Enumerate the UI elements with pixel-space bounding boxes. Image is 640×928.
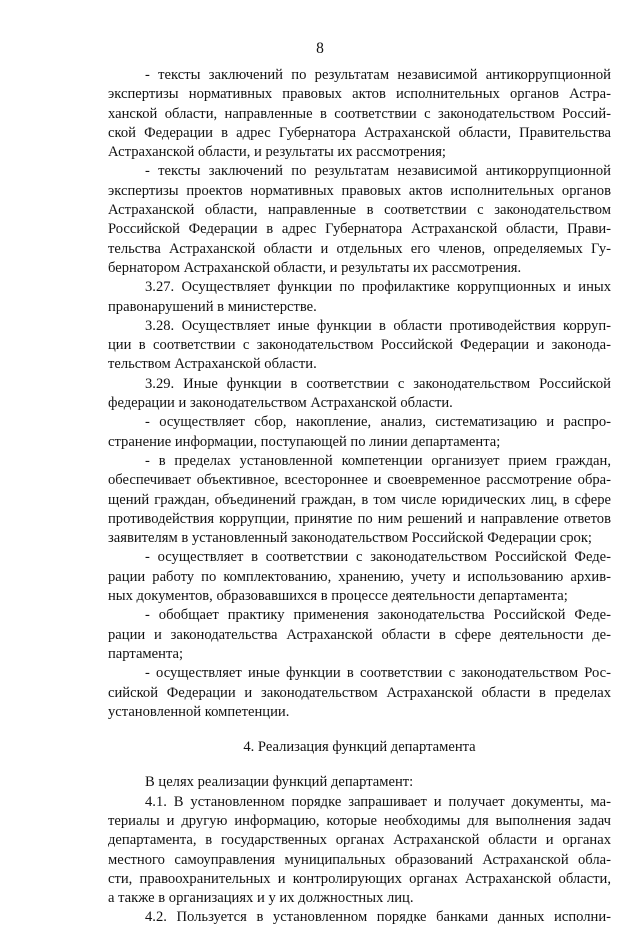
text-line: партамента;	[108, 645, 184, 662]
text-line: бернатором Астраханской области, и результаты их рассмотрения.	[108, 259, 522, 276]
text-line: странение информации, поступающей по линии департамента;	[108, 433, 501, 450]
document-body	[108, 66, 611, 928]
text-line: 3.28. Осуществляет иные функции в области противодействия корруп-	[145, 317, 611, 334]
text-line: - осуществляет иные функции в соответствии с законодательством Рос-	[145, 665, 611, 682]
text-line: териалы и другую информацию, которые необходимы для выполнения задач	[108, 812, 611, 829]
text-line: установленной компетенции.	[108, 703, 290, 720]
text-line: 3.27. Осуществляет функции по профилактике коррупционных и иных	[145, 279, 611, 296]
text-line: 4.1. В установленном порядке запрашивает и получает документы, ма-	[145, 793, 611, 810]
text-line: рации и законодательства Астраханской области в сфере деятельности де-	[108, 626, 611, 643]
text-line: федерации и законодательством Астраханской области.	[108, 395, 453, 412]
text-line: ных документов, образовавшихся в процессе деятельности департамента;	[108, 588, 568, 605]
paragraph-gap	[108, 722, 611, 738]
text-line: - тексты заключений по результатам независимой антикоррупционной	[145, 163, 611, 180]
text-line: тельством Астраханской области.	[108, 356, 317, 373]
text-line: а также в организациях и у их должностных лиц.	[108, 890, 414, 907]
text-line: ской Федерации в адрес Губернатора Астраханской области, Правительства	[108, 124, 611, 141]
text-line: сийской Федерации и законодательством Астраханской области в пределах	[108, 684, 611, 701]
text-line: сти, правоохранительных и контролирующих органах Астраханской области,	[108, 870, 611, 887]
text-line: обеспечивает объективное, всестороннее и своевременное рассмотрение обра-	[108, 472, 611, 489]
text-line: Астраханской области, и результаты их рассмотрения;	[108, 144, 446, 161]
text-line: противодействия коррупции, принятие по ним решений и направление ответов	[108, 510, 611, 527]
text-line: Астраханской области, направленные в соответствии с законодательством	[108, 202, 611, 219]
text-line: экспертизы нормативных правовых актов исполнительных органов Астра-	[108, 86, 611, 103]
text-line: правонарушений в министерстве.	[108, 298, 317, 315]
page-number: 8	[316, 40, 324, 57]
text-line: - обобщает практику применения законодательства Российской Феде-	[145, 607, 611, 624]
text-line: ханской области, направленные в соответствии с законодательством Россий-	[108, 105, 611, 122]
text-line: ции в соответствии с законодательством Российской Федерации и законода-	[108, 337, 611, 354]
text-line: - тексты заключений по результатам независимой антикоррупционной	[145, 67, 611, 83]
text-line: 3.29. Иные функции в соответствии с законодательством Российской	[145, 375, 611, 392]
text-line: 4.2. Пользуется в установленном порядке банками данных исполни-	[145, 909, 611, 926]
text-line: местного самоуправления муниципальных образований Астраханской обла-	[108, 851, 611, 868]
text-line: тельства Астраханской области и отдельных его членов, определяемых Гу-	[108, 240, 611, 257]
section-heading: 4. Реализация функций департамента	[243, 739, 476, 756]
text-line: - в пределах установленной компетенции организует прием граждан,	[145, 452, 611, 469]
text-line: экспертизы проектов нормативных правовых актов исполнительных органов	[108, 182, 611, 199]
text-line: заявителям в установленный законодательством Российской Федерации срок;	[108, 530, 592, 547]
text-line: - осуществляет сбор, накопление, анализ, систематизацию и распро-	[145, 414, 611, 431]
text-line: щений граждан, объединений граждан, в том числе юридических лиц, в сфере	[108, 491, 611, 508]
text-line: департамента, в государственных органах Астраханской области и органах	[108, 832, 611, 849]
text-line: - осуществляет в соответствии с законодательством Российской Феде-	[145, 549, 611, 566]
paragraph-gap	[108, 757, 611, 773]
text-line: Российской Федерации в адрес Губернатора Астраханской области, Прави-	[108, 221, 611, 238]
text-line: рации работу по комплектованию, хранению, учету и использованию архив-	[108, 568, 611, 585]
text-line: В целях реализации функций департамент:	[145, 774, 414, 791]
